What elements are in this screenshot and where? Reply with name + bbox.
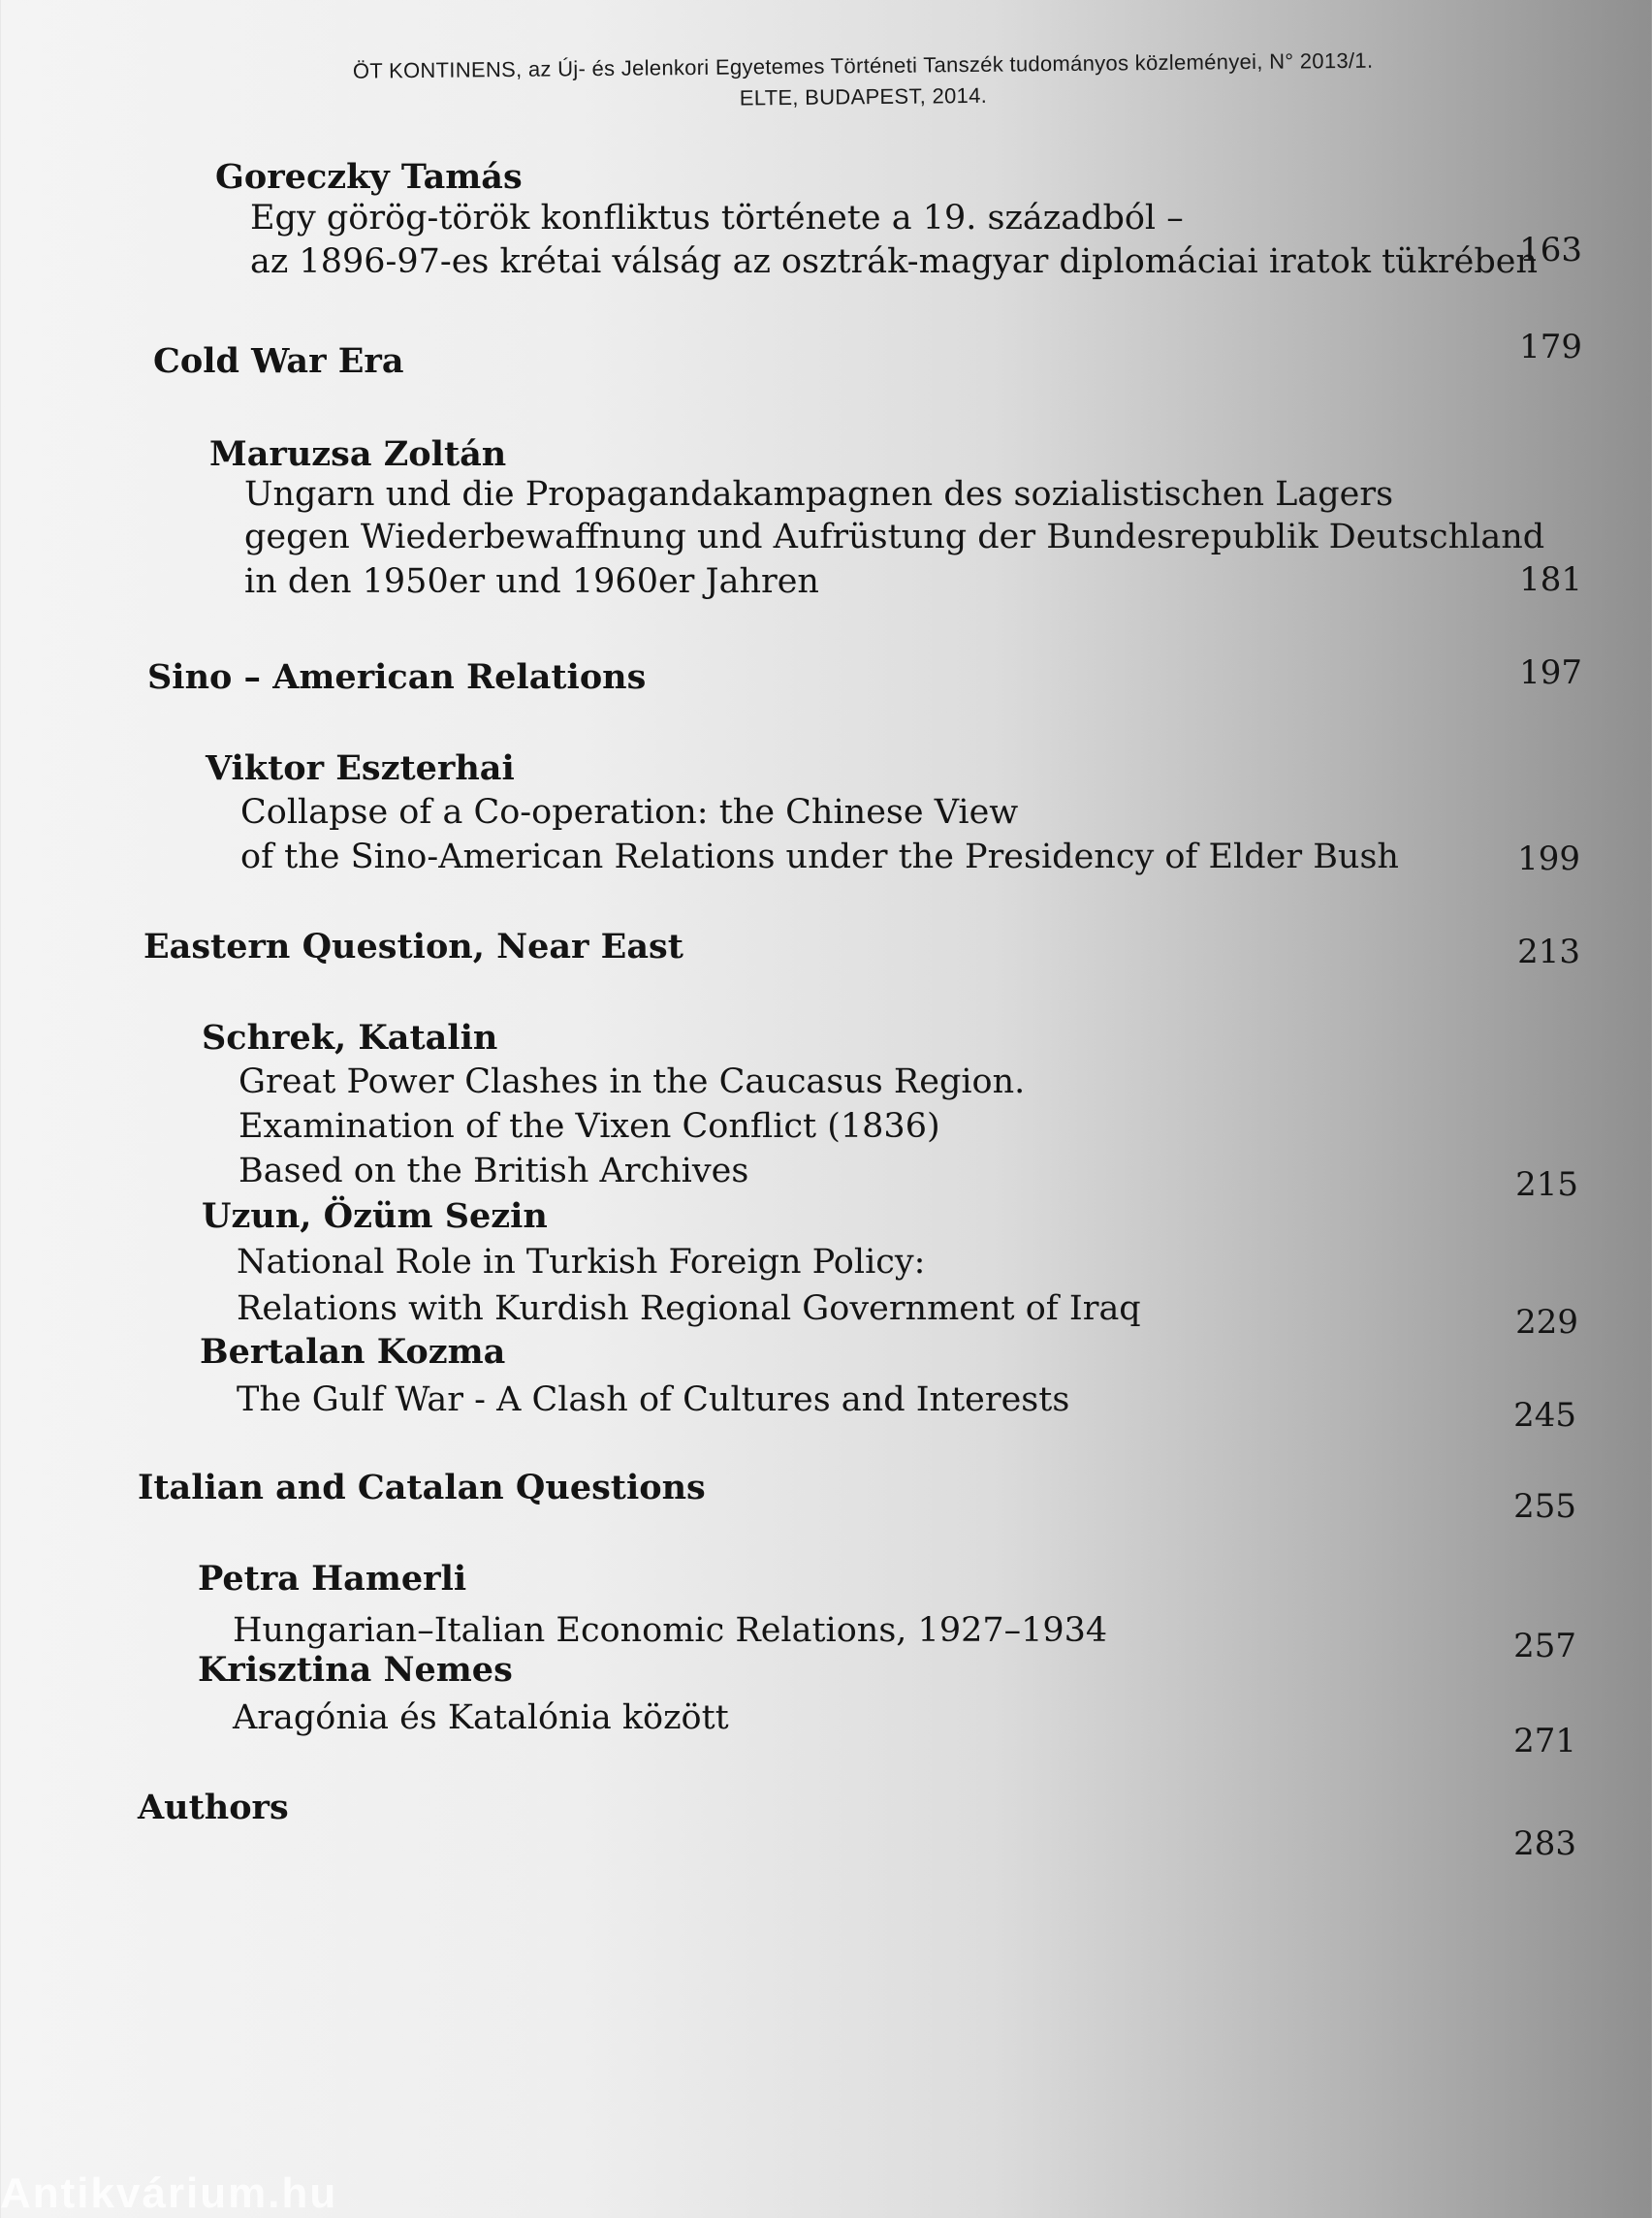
author-eszterhai: Viktor Eszterhai — [206, 748, 515, 788]
section-authors: Authors — [138, 1788, 289, 1827]
title-uzun-line-1: National Role in Turkish Foreign Policy: — [237, 1243, 926, 1282]
title-schrek-line-2: Examination of the Vixen Conflict (1836) — [238, 1107, 940, 1146]
page-number-cold-war-era: 179 — [1519, 328, 1582, 366]
title-maruzsa-line-2: gegen Wiederbewaffnung und Aufrüstung der Bundesrepublik Deutschland — [244, 518, 1545, 556]
journal-header — [233, 47, 1494, 116]
header-line-2: ELTE, BUDAPEST, 2014. — [739, 82, 988, 111]
page-number-maruzsa: 181 — [1519, 560, 1582, 599]
title-schrek-line-1: Great Power Clashes in the Caucasus Region. — [238, 1062, 1026, 1101]
title-eszterhai-line-2: of the Sino-American Relations under the Presidency of Elder Bush — [240, 838, 1399, 876]
title-eszterhai-line-1: Collapse of a Co-operation: the Chinese View — [240, 793, 1019, 832]
title-goreczky-line-2: az 1896-97-es krétai válság az osztrák-magyar diplomáciai iratok tükrében — [250, 242, 1539, 281]
page-number-eszterhai: 199 — [1517, 840, 1580, 878]
section-eastern-question: Eastern Question, Near East — [143, 927, 683, 966]
page-number-schrek: 215 — [1515, 1165, 1578, 1204]
author-schrek: Schrek, Katalin — [202, 1018, 498, 1058]
section-sino-american-relations: Sino – American Relations — [147, 657, 647, 697]
title-maruzsa-line-1: Ungarn und die Propagandakampagnen des sozialistischen Lagers — [244, 475, 1394, 514]
page-number-eastern-question: 213 — [1517, 933, 1580, 971]
author-goreczky: Goreczky Tamás — [215, 157, 523, 197]
title-goreczky-line-1: Egy görög-török konfliktus története a 19. századból – — [250, 199, 1184, 238]
title-nemes-line-1: Aragónia és Katalónia között — [233, 1698, 729, 1737]
page-number-kozma: 245 — [1513, 1396, 1576, 1435]
title-hamerli-line-1: Hungarian–Italian Economic Relations, 1927–1934 — [233, 1611, 1108, 1650]
section-cold-war-era: Cold War Era — [153, 341, 404, 381]
author-nemes: Krisztina Nemes — [198, 1650, 513, 1690]
page-number-goreczky: 163 — [1519, 231, 1582, 269]
page-number-uzun: 229 — [1515, 1303, 1578, 1342]
title-maruzsa-line-3: in den 1950er und 1960er Jahren — [244, 562, 819, 601]
header-line-1: ÖT KONTINENS, az Új- és Jelenkori Egyetemes Történeti Tanszék tudományos közleményei, N° 2013/1. — [352, 48, 1374, 83]
page-number-italian-catalan: 255 — [1513, 1487, 1576, 1526]
author-maruzsa: Maruzsa Zoltán — [209, 434, 507, 474]
title-schrek-line-3: Based on the British Archives — [238, 1152, 749, 1190]
author-kozma: Bertalan Kozma — [200, 1332, 506, 1372]
page-number-sino-american: 197 — [1519, 653, 1582, 692]
page-number-authors: 283 — [1513, 1824, 1576, 1863]
author-uzun: Uzun, Özüm Sezin — [202, 1196, 548, 1236]
author-hamerli: Petra Hamerli — [198, 1559, 467, 1599]
section-italian-catalan-questions: Italian and Catalan Questions — [138, 1468, 706, 1507]
page-number-hamerli: 257 — [1513, 1627, 1576, 1665]
title-kozma-line-1: The Gulf War - A Clash of Cultures and Interests — [237, 1380, 1070, 1419]
title-uzun-line-2: Relations with Kurdish Regional Government of Iraq — [237, 1289, 1141, 1328]
antikvarium-watermark: Antikvárium.hu — [0, 2170, 338, 2217]
page-number-nemes: 271 — [1513, 1722, 1576, 1760]
